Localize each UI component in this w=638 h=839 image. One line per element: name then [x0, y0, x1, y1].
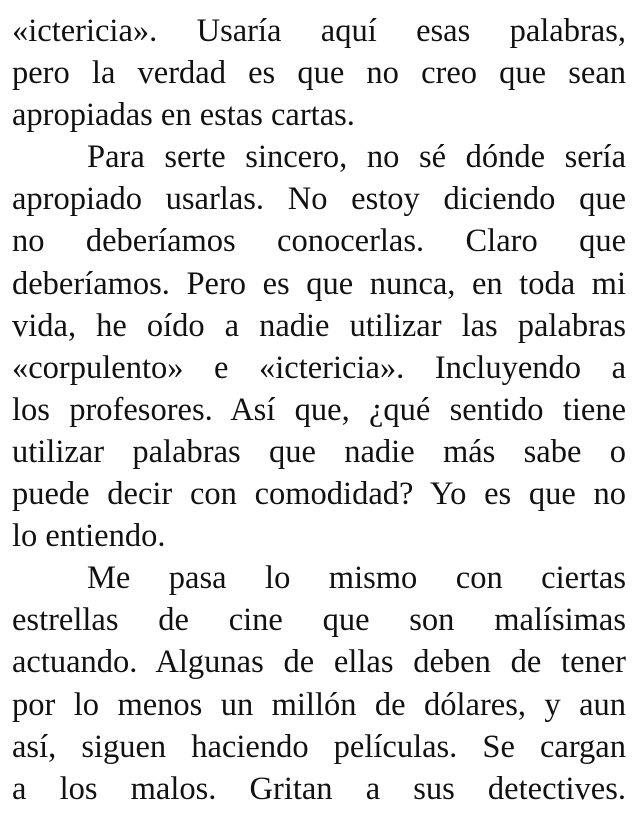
- text-line: apropiadas en estas cartas.: [12, 97, 355, 134]
- text-line: no deberíamos conocerlas. Claro que: [12, 223, 626, 260]
- text-line: lo entiendo.: [12, 518, 166, 555]
- text-line: utilizar palabras que nadie más sabe o: [12, 433, 626, 470]
- text-line: por lo menos un millón de dólares, y aun: [12, 686, 626, 723]
- paragraph-start-line: Para serte sincero, no sé dónde sería: [87, 139, 626, 176]
- paragraph-start-line: Me pasa lo mismo con ciertas: [87, 560, 626, 597]
- text-line: vida, he oído a nadie utilizar las palabras: [12, 307, 626, 344]
- text-line: los profesores. Así que, ¿qué sentido tiene: [12, 391, 626, 428]
- text-line: estrellas de cine que son malísimas: [12, 602, 626, 639]
- text-line: «corpulento» e «ictericia». Incluyendo a: [12, 349, 626, 386]
- text-line: deberíamos. Pero es que nunca, en toda mi: [12, 265, 626, 302]
- text-line: apropiado usarlas. No estoy diciendo que: [12, 181, 626, 218]
- page-text: [12, 10, 626, 810]
- text-line: «ictericia». Usaría aquí esas palabras,: [12, 13, 626, 49]
- text-line: puede decir con comodidad? Yo es que no: [12, 476, 626, 513]
- text-line: actuando. Algunas de ellas deben de tener: [12, 644, 626, 681]
- text-line: pero la verdad es que no creo que sean: [12, 55, 626, 92]
- text-line: así, siguen haciendo películas. Se cargan: [12, 728, 626, 765]
- text-line: a los malos. Gritan a sus detectives.: [12, 770, 626, 807]
